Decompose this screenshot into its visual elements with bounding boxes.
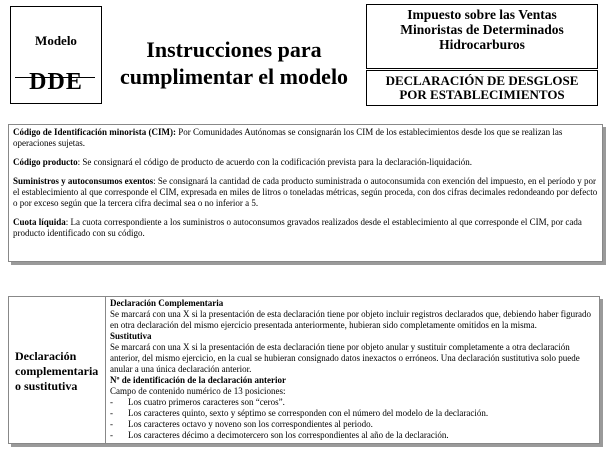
list-item xyxy=(110,408,595,419)
section-label: Declaración complementaria o sustitutiva xyxy=(15,349,99,393)
list-dash: - xyxy=(110,397,113,407)
tax-block xyxy=(366,4,598,102)
document-title xyxy=(103,36,365,90)
cim-text: Por Comunidades Autónomas se consignarán los CIM de los establecimientos desde los que se realizan las operaciones sujetas. xyxy=(13,127,563,148)
suministros-paragraph xyxy=(13,176,598,209)
cim-term: Código de Identificación minorista (CIM): xyxy=(13,127,176,137)
producto-paragraph xyxy=(13,157,598,168)
cuota-paragraph xyxy=(13,217,598,239)
tax-line-3: Hidrocarburos xyxy=(439,37,525,52)
sustitutiva-heading: Sustitutiva xyxy=(110,331,152,341)
producto-text: : Se consignará el código de producto de acuerdo con la codificación prevista para la declaración-liquidación. xyxy=(77,157,472,167)
list-dash: - xyxy=(110,419,113,429)
list-item-text: Los caracteres quinto, sexto y séptimo se corresponden con el número del modelo de la declaración. xyxy=(128,408,489,418)
complementaria-text: Se marcará con una X si la presentación de esta declaración tiene por objeto incluir registros declarados que, debiendo haber figurado en otra declaración del mismo ejercicio presentada anteriormente, hubieran sido completamente omitidos en la misma. xyxy=(110,309,592,330)
model-code: DDE xyxy=(29,69,83,95)
declaration-type xyxy=(367,74,597,102)
suministros-text: : Se consignará la cantidad de cada producto suministrada o autoconsumida con exención del impuesto, en el período y por el establecimiento al que corresponde el CIM, expresada en miles de litros o toneladas métricas, según proceda, con dos cifras decimales redondeando por defecto o por exceso según que la tercera cifra decimal sea o no inferior a 5. xyxy=(13,176,598,208)
model-box xyxy=(10,6,102,104)
declaration-number-text: Campo de contenido numérico de 13 posiciones: xyxy=(110,386,286,396)
list-dash: - xyxy=(110,430,113,440)
declaration-number-heading: Nº de identificación de la declaración anterior xyxy=(110,375,286,385)
list-item xyxy=(110,430,595,441)
title-line-2: cumplimentar el modelo xyxy=(119,64,349,89)
document-title-block xyxy=(103,6,365,102)
cuota-term: Cuota líquida xyxy=(13,217,66,227)
cim-paragraph xyxy=(13,127,598,149)
decl-line-2: POR ESTABLECIMIENTOS xyxy=(399,87,565,102)
cuota-text: : La cuota correspondiente a los suministros o autoconsumos gravados realizados desde el establecimiento al que corresponde el CIM, por cada producto identificado con su código. xyxy=(13,217,582,238)
complementary-declaration-section xyxy=(8,296,600,444)
suministros-term: Suministros y autoconsumos exentos xyxy=(13,176,154,186)
title-line-1: Instrucciones para xyxy=(146,37,322,62)
tax-name xyxy=(367,7,597,52)
declaration-type-box xyxy=(366,70,598,106)
list-item xyxy=(110,397,595,408)
list-dash: - xyxy=(110,408,113,418)
section-content xyxy=(110,298,595,441)
tax-name-box xyxy=(366,4,598,69)
list-item xyxy=(110,419,595,430)
section-label-cell xyxy=(9,297,106,443)
tax-line-1: Impuesto sobre las Ventas xyxy=(407,7,557,22)
model-label: Modelo xyxy=(35,33,77,48)
tax-line-2: Minoristas de Determinados xyxy=(400,22,564,37)
sustitutiva-text: Se marcará con una X si la presentación de esta declaración tiene por objeto anular y sustituir completamente a otra declaración anterior, del mismo ejercicio, en la cual se hubieran consignado datos inexactos o erróneos. Una declaración sustitutiva solo puede anular a una única declaración anterior. xyxy=(110,342,580,374)
list-item-text: Los caracteres octavo y noveno son los correspondientes al periodo. xyxy=(128,419,373,429)
field-instructions-section xyxy=(8,124,603,262)
producto-term: Código producto xyxy=(13,157,78,167)
decl-line-1: DECLARACIÓN DE DESGLOSE xyxy=(385,73,579,88)
complementaria-heading: Declaración Complementaria xyxy=(110,298,224,308)
list-item-text: Los cuatro primeros caracteres son “ceros”. xyxy=(128,397,285,407)
list-item-text: Los caracteres décimo a decimotercero son los correspondientes al año de la declaración. xyxy=(128,430,449,440)
